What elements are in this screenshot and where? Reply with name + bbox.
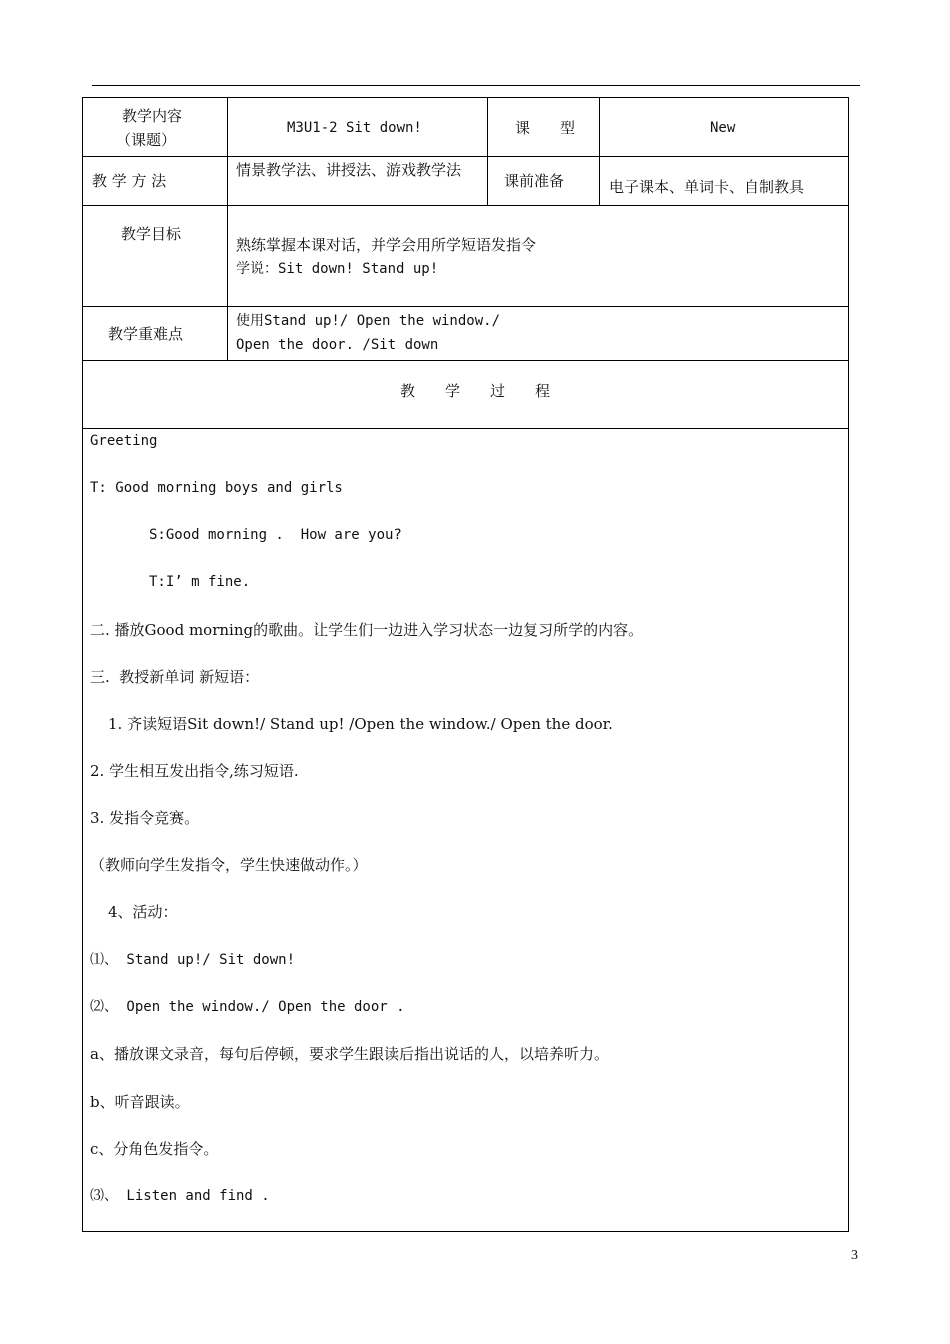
lesson-title: M3U1-2 Sit down!	[287, 120, 422, 136]
process-line: 2. 学生相互发出指令,练习短语.	[90, 762, 299, 780]
key-line2: Open the door. /Sit down	[236, 337, 439, 353]
process-line: ⑴、 Stand up!/ Sit down!	[90, 952, 296, 968]
cell-goal-label	[82, 205, 228, 307]
prep-label: 课前准备	[504, 172, 565, 190]
key-label: 教学重难点	[108, 325, 184, 343]
process-line: S:Good morning . How are you?	[149, 527, 402, 543]
process-line: 二. 播放Good morning的歌曲。让学生们一边进入学习状态一边复习所学的内容。	[90, 621, 644, 639]
content-label-line2: （课题）	[116, 131, 177, 149]
method-label: 教 学 方 法	[92, 172, 167, 190]
page-number: 3	[851, 1248, 858, 1263]
header-rule	[92, 85, 860, 86]
process-line: 三. 教授新单词 新短语：	[90, 668, 260, 686]
goal-line1: 熟练掌握本课对话，并学会用所学短语发指令	[236, 236, 537, 254]
process-header: 教 学 过 程	[400, 382, 551, 400]
type-label: 课 型	[515, 119, 576, 137]
goal-label: 教学目标	[121, 225, 182, 243]
process-line: Greeting	[90, 433, 158, 449]
process-line: 1. 齐读短语Sit down!/ Stand up! /Open the window./ Open the door.	[108, 715, 613, 733]
process-line: 4、活动：	[108, 903, 178, 921]
process-line: ⑶、 Listen and find .	[90, 1188, 270, 1204]
process-line: ⑵、 Open the window./ Open the door .	[90, 999, 405, 1015]
content-label-line1: 教学内容	[122, 107, 183, 125]
process-line: T: Good morning boys and girls	[90, 480, 343, 496]
process-line: （教师向学生发指令，学生快速做动作。）	[90, 856, 368, 874]
process-line: a、播放课文录音，每句后停顿，要求学生跟读后指出说话的人，以培养听力。	[90, 1045, 609, 1063]
cell-process-body	[82, 428, 849, 1232]
process-line: 3. 发指令竞赛。	[90, 809, 200, 827]
type-value: New	[710, 120, 736, 136]
process-line: c、分角色发指令。	[90, 1140, 219, 1158]
process-line: T:I’ m fine.	[149, 574, 251, 590]
goal-line2: 学说：Sit down! Stand up!	[236, 261, 439, 277]
key-line1: 使用Stand up!/ Open the window./	[236, 313, 501, 329]
method-value: 情景教学法、讲授法、游戏教学法	[236, 161, 462, 179]
process-line: b、听音跟读。	[90, 1093, 190, 1111]
prep-value: 电子课本、单词卡、自制教具	[609, 178, 805, 196]
